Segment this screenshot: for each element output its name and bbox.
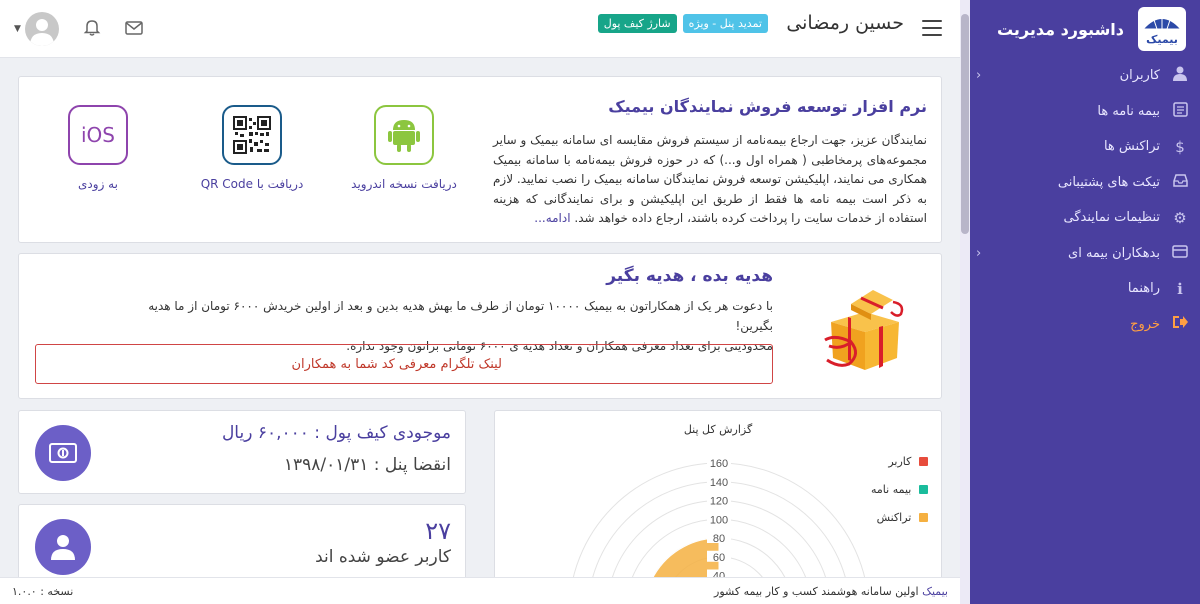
logout-icon: [1170, 315, 1190, 333]
card-icon: [1170, 244, 1190, 262]
user-icon: [1170, 66, 1190, 85]
inbox-icon: [1170, 173, 1190, 191]
legend-label: تراکنش: [876, 510, 912, 524]
renew-panel-badge[interactable]: تمدید پنل - ویژه: [683, 14, 768, 33]
sidebar-item-label: راهنما: [1127, 281, 1160, 297]
gear-icon: ⚙: [1173, 208, 1187, 227]
document-icon: [1170, 102, 1190, 121]
brand-logo[interactable]: [1138, 7, 1186, 51]
sidebar-item-label: کاربران: [1119, 68, 1160, 84]
chart-tick-label: 100: [709, 514, 729, 527]
sidebar-item-agency-settings[interactable]: [960, 200, 1200, 236]
legend-item-policies[interactable]: [871, 475, 928, 503]
footer-version: نسخه : ۱.۰.۰: [12, 585, 74, 598]
avatar[interactable]: [25, 12, 59, 46]
sales-app-card: [18, 76, 942, 243]
gift-description-line: محدودیتی برای تعداد معرفی همکاران و تعداد هدیه ی ۶۰۰۰ تومانی براتون وجود نداره.: [346, 339, 773, 353]
gift-title: هدیه بده ، هدیه بگیر: [606, 266, 773, 286]
sidebar-item-users[interactable]: [960, 58, 1200, 94]
legend-item-users[interactable]: [871, 447, 928, 475]
chart-tick-label: 80: [712, 533, 726, 545]
sidebar-item-policies[interactable]: [960, 94, 1200, 130]
sidebar-item-label: بدهکاران بیمه ای: [1068, 245, 1160, 261]
wallet-balance: موجودی کیف پول : ۶۰,۰۰۰ ریال: [221, 423, 451, 443]
chart-title: گزارش کل پنل: [683, 423, 753, 436]
chevron-left-icon[interactable]: ‹: [976, 245, 982, 261]
charge-wallet-badge[interactable]: شارژ کیف پول: [598, 14, 677, 33]
sidebar-item-debtors[interactable]: [960, 236, 1200, 272]
footer-tagline-text: اولین سامانه هوشمند کسب و کار بیمه کشور: [714, 585, 919, 598]
topbar: [0, 0, 960, 58]
android-icon[interactable]: [374, 105, 434, 165]
sidebar-item-label: تنظیمات نمایندگی: [1063, 210, 1160, 226]
qr-download-tile[interactable]: [187, 105, 317, 191]
footer: [0, 577, 960, 604]
gift-description-line: با دعوت هر یک از همکاراتون به بیمیک ۱۰۰۰۰ تومان از طرف ما بهش هدیه بدین و بعد از اولین خریدش ۶۰۰۰ تومان از ما هدیه بگیرین!: [148, 299, 773, 333]
sidebar-item-logout[interactable]: [960, 307, 1200, 343]
referral-gift-card: [18, 253, 942, 399]
chevron-left-icon[interactable]: ‹: [976, 68, 982, 84]
legend-swatch: [919, 457, 928, 466]
sidebar-title: داشبورد مدیریت: [996, 19, 1124, 39]
legend-swatch: [919, 485, 928, 494]
info-icon: ℹ: [1177, 279, 1183, 298]
sales-app-description-text: نمایندگان عزیز، جهت ارجاع بیمه‌نامه از سیستم فروش مقایسه ای سامانه بیمیک و سایر مجموعه‌های پرمخاطبی ( همراه اول و...) که در حوزه فروش بیمه‌نامه با سامانه بیمیک همکاری می نمایند، اپلیکیشن توسعه فروش نمایندگان سامانه بیمیک را نصب نمایید. لازم به ذکر است بیمه نامه ها فقط از طریق این اپلیکیشن و برای نمایندگانی که هزینه استفاده از خدمات سایت را پرداخت کرده باشند، ارجاع داده خواهد شد.: [493, 133, 927, 225]
ios-icon: [68, 105, 128, 165]
legend-label: بیمه نامه: [871, 482, 912, 496]
dollar-icon: $: [1175, 137, 1185, 156]
footer-brand-link[interactable]: بیمیک: [922, 585, 948, 598]
qr-code-icon[interactable]: [222, 105, 282, 165]
app-download-tiles: [19, 103, 495, 203]
caret-down-icon[interactable]: ▼: [14, 24, 21, 34]
sidebar-item-label: تیکت های پشتیبانی: [1057, 174, 1160, 190]
android-download-label[interactable]: دریافت نسخه اندروید: [351, 177, 457, 191]
menu-toggle-icon[interactable]: [922, 20, 942, 36]
user-icon: [35, 519, 91, 575]
sidebar-item-label: بیمه نامه ها: [1097, 103, 1160, 119]
chart-legend: [871, 447, 928, 531]
footer-tagline: [714, 585, 948, 598]
chart-tick-label: 160: [709, 458, 729, 470]
money-icon: [35, 425, 91, 481]
sidebar-item-transactions[interactable]: [960, 129, 1200, 165]
ios-coming-soon-label: به زودی: [78, 177, 118, 191]
user-name: حسین رمضانی: [786, 12, 904, 34]
legend-label: کاربر: [888, 454, 912, 468]
sidebar-item-help[interactable]: [960, 271, 1200, 307]
mail-icon[interactable]: [125, 20, 143, 39]
bell-icon[interactable]: [83, 18, 101, 40]
users-count-label: کاربر عضو شده اند: [315, 547, 451, 567]
topbar-actions: [14, 12, 143, 46]
sidebar-nav: [960, 58, 1200, 342]
chart-tick-label: 60: [712, 551, 726, 564]
legend-item-transactions[interactable]: [871, 503, 928, 531]
users-count: ۲۷: [425, 517, 451, 545]
sidebar-header: [960, 0, 1200, 58]
sidebar-item-label: خروج: [1130, 316, 1160, 332]
panel-expiry: انقضا پنل : ۱۳۹۸/۰۱/۳۱: [283, 455, 451, 475]
ios-icon-text: iOS: [81, 123, 115, 147]
wallet-card: [18, 410, 466, 494]
user-menu[interactable]: [14, 12, 59, 46]
logo-umbrella-icon: [1138, 7, 1186, 51]
legend-swatch: [919, 513, 928, 522]
qr-download-label[interactable]: دریافت با QR Code: [200, 177, 304, 191]
panel-report-chart-card: [494, 410, 942, 590]
sales-app-title: نرم افزار توسعه فروش نمایندگان بیمیک: [608, 97, 927, 116]
sales-app-description: [493, 131, 927, 229]
telegram-referral-link-button[interactable]: لینک تلگرام معرفی کد شما به همکاران: [35, 344, 773, 384]
svg-text:بیمیک: بیمیک: [1146, 33, 1178, 46]
read-more-link[interactable]: ادامه...: [534, 211, 571, 225]
sidebar: [960, 0, 1200, 604]
gift-box-icon: [821, 284, 907, 378]
chart-tick-label: 140: [709, 476, 729, 489]
sidebar-item-label: تراکنش ها: [1103, 139, 1160, 155]
users-card: [18, 504, 466, 588]
android-download-tile[interactable]: [339, 105, 469, 191]
sidebar-item-tickets[interactable]: [960, 165, 1200, 201]
chart-tick-label: 120: [709, 495, 729, 508]
ios-download-tile: [33, 105, 163, 191]
topbar-badges: [598, 14, 768, 33]
